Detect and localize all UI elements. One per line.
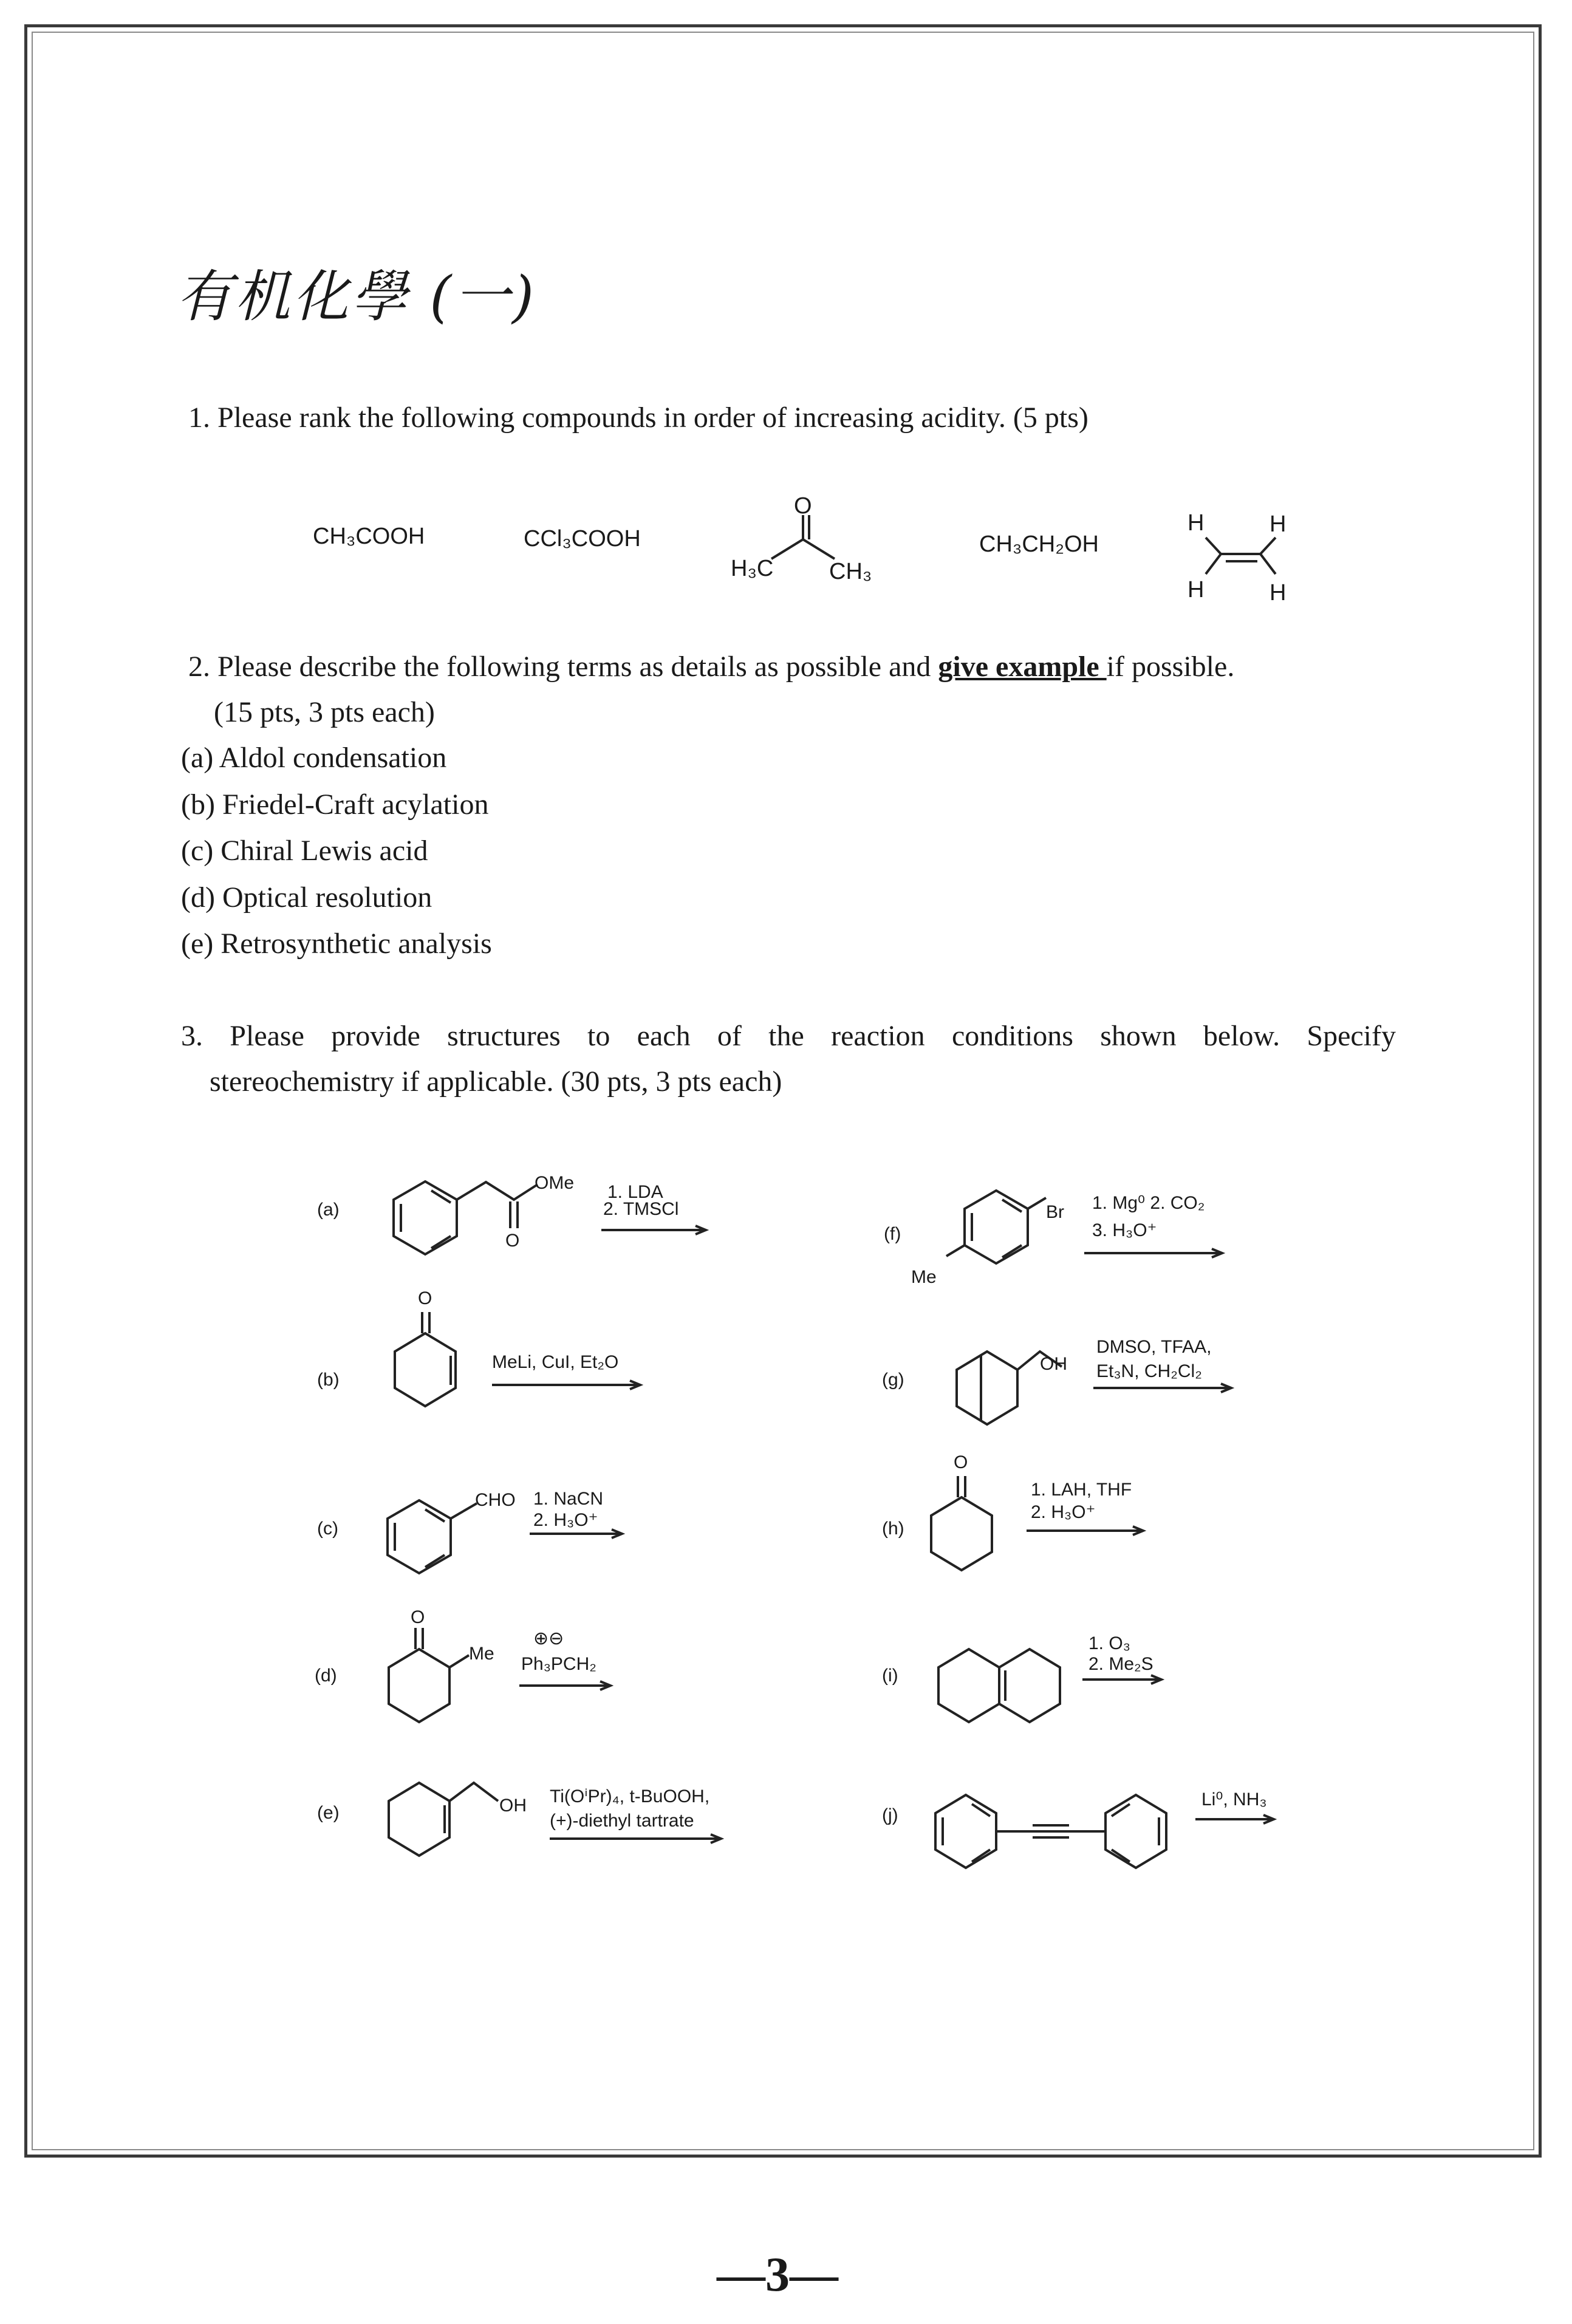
structure-e <box>389 1783 498 1856</box>
ethylene-h3: H <box>1188 577 1205 603</box>
arrow-a <box>601 1226 706 1234</box>
d-me-label: Me <box>469 1644 494 1664</box>
reaction-label-a: (a) <box>317 1200 340 1220</box>
term-item: (b) Friedel-Craft acylation <box>181 788 489 821</box>
structure-d <box>389 1628 469 1722</box>
e-condition-1: Ti(OⁱPr)₄, t-BuOOH, <box>550 1786 710 1806</box>
structure-i <box>938 1649 1060 1722</box>
i-condition-1: 1. O₃ <box>1088 1633 1130 1653</box>
g-condition-2: Et₃N, CH₂Cl₂ <box>1096 1361 1202 1381</box>
question-3: 3. Please provide structures to each of the reaction conditions shown below. Specify <box>181 1020 1396 1052</box>
h-o-label: O <box>954 1452 968 1472</box>
acetone-carbonyl <box>803 515 809 539</box>
reaction-label-h: (h) <box>882 1519 904 1539</box>
d-ylide-charges: ⊕⊖ <box>533 1629 564 1649</box>
reaction-label-b: (b) <box>317 1370 340 1390</box>
a-condition-2: 2. TMSCl <box>603 1199 679 1219</box>
arrow-d <box>519 1681 610 1690</box>
c-cho-label: CHO <box>475 1490 516 1510</box>
reaction-label-c: (c) <box>317 1519 338 1539</box>
compound-acetic-acid: CH₃COOH <box>313 524 425 549</box>
question-2-text: 2. Please describe the following terms as details as possible and <box>188 651 938 683</box>
question-2-emphasis: give example <box>938 651 1107 683</box>
acetone-skeleton <box>771 539 835 559</box>
reaction-label-e: (e) <box>317 1803 340 1823</box>
arrow-j <box>1195 1815 1274 1823</box>
reaction-label-f: (f) <box>884 1224 901 1244</box>
ethylene-h2: H <box>1270 511 1287 537</box>
structure-h <box>931 1476 992 1570</box>
b-o-label: O <box>418 1288 432 1308</box>
arrow-g <box>1093 1384 1231 1392</box>
arrow-e <box>550 1834 721 1843</box>
f-me-label: Me <box>911 1267 937 1287</box>
c-condition-1: 1. NaCN <box>533 1489 604 1509</box>
d-condition-1: Ph₃PCH₂ <box>521 1654 596 1674</box>
question-1: 1. Please rank the following compounds in order of increasing acidity. (5 pts) <box>188 402 1088 434</box>
acetone-h3c: H₃C <box>731 556 774 581</box>
e-oh-label: OH <box>499 1796 527 1816</box>
ethylene-h1: H <box>1188 510 1205 536</box>
term-item: (a) Aldol condensation <box>181 742 447 774</box>
ethylene-skeleton <box>1206 538 1276 574</box>
exam-title: 有机化學 (一) <box>176 264 537 329</box>
acetone-ch3: CH₃ <box>829 559 872 584</box>
reaction-label-g: (g) <box>882 1370 904 1390</box>
d-o-label: O <box>411 1607 425 1627</box>
h-condition-2: 2. H₃O⁺ <box>1031 1502 1096 1522</box>
c-condition-2: 2. H₃O⁺ <box>533 1510 598 1530</box>
term-item: (c) Chiral Lewis acid <box>181 835 428 867</box>
f-condition-2: 3. H₃O⁺ <box>1092 1220 1157 1240</box>
j-condition-1: Li⁰, NH₃ <box>1201 1789 1267 1810</box>
ethylene-h4: H <box>1270 580 1287 606</box>
arrow-i <box>1082 1675 1161 1684</box>
arrow-f <box>1084 1249 1222 1257</box>
page-number: —3— <box>717 2248 838 2302</box>
e-condition-2: (+)-diethyl tartrate <box>550 1811 694 1831</box>
compound-ethanol: CH₃CH₂OH <box>979 531 1099 557</box>
term-item: (d) Optical resolution <box>181 881 432 914</box>
structure-f <box>946 1191 1046 1263</box>
g-condition-1: DMSO, TFAA, <box>1096 1337 1212 1357</box>
b-condition-1: MeLi, CuI, Et₂O <box>492 1352 619 1372</box>
structure-c <box>388 1500 477 1573</box>
compound-trichloroacetic-acid: CCl₃COOH <box>524 526 641 552</box>
question-2-points: (15 pts, 3 pts each) <box>214 696 435 728</box>
term-item: (e) Retrosynthetic analysis <box>181 928 492 960</box>
a-ome-label: OMe <box>535 1173 575 1193</box>
a-condition-1: 1. LDA <box>607 1182 663 1202</box>
a-o-label: O <box>505 1231 520 1251</box>
f-br-label: Br <box>1046 1202 1064 1222</box>
structure-j <box>935 1795 1166 1868</box>
h-condition-1: 1. LAH, THF <box>1031 1480 1132 1500</box>
question-2-text-end: if possible. <box>1106 651 1235 683</box>
question-3-line-2: stereochemistry if applicable. (30 pts, 3 pts each) <box>210 1065 782 1098</box>
structure-b <box>395 1312 456 1406</box>
arrow-b <box>492 1381 640 1389</box>
reaction-label-d: (d) <box>315 1666 337 1686</box>
reaction-label-j: (j) <box>882 1805 898 1825</box>
reaction-label-i: (i) <box>882 1666 898 1686</box>
acetone-o: O <box>794 493 812 519</box>
f-condition-1: 1. Mg⁰ 2. CO₂ <box>1092 1193 1205 1213</box>
arrow-h <box>1027 1526 1143 1535</box>
g-oh-label: OH <box>1040 1354 1067 1374</box>
i-condition-2: 2. Me₂S <box>1088 1654 1153 1674</box>
